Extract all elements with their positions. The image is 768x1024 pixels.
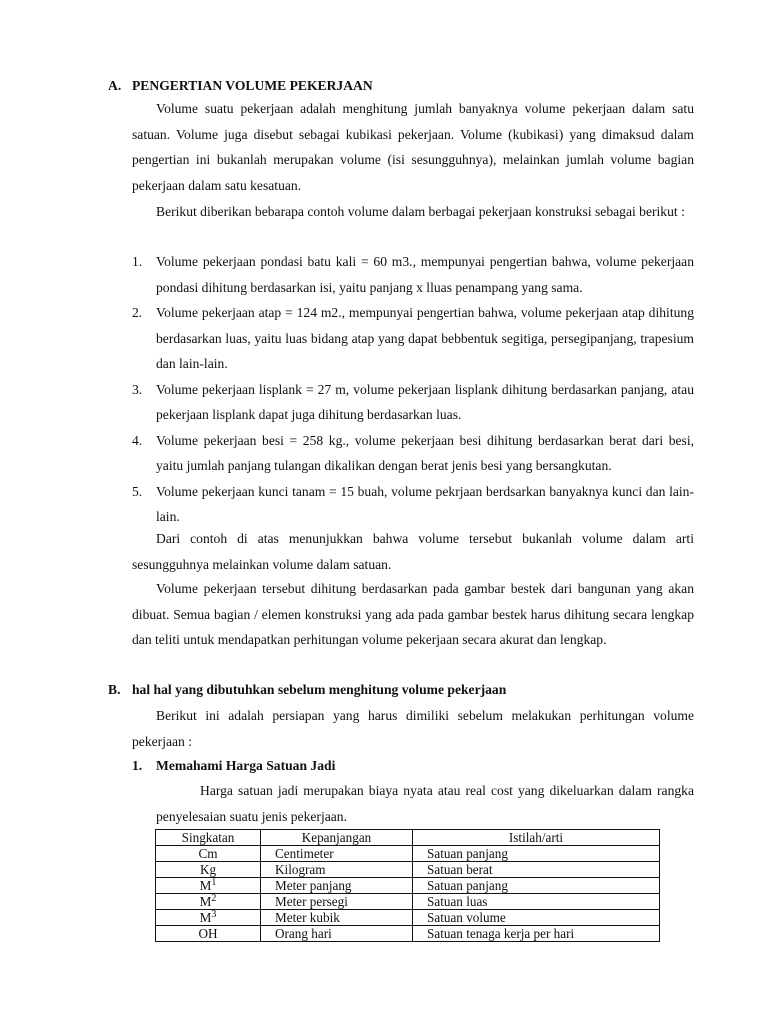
table-cell: [156, 846, 261, 862]
table-cell: Satuan panjang: [413, 846, 660, 862]
table-cell: Meter persegi: [261, 894, 413, 910]
list-item-text: Volume pekerjaan besi = 258 kg., volume pekerjaan besi dihitung berdasarkan berat dari besi, yaitu jumlah panjang tulangan dikalikan dengan berat jenis besi yang bersangkutan.: [156, 432, 694, 473]
list-item: [132, 300, 694, 377]
table-row: [156, 910, 660, 926]
abbr-superscript: 3: [211, 909, 217, 920]
section-a-heading: [108, 76, 373, 96]
subsection-1-title: Memahami Harga Satuan Jadi: [156, 758, 336, 773]
table-cell: [156, 926, 261, 942]
subsection-1-paragraph: Harga satuan jadi merupakan biaya nyata atau real cost yang dikeluarkan dalam rangka penyelesaian suatu jenis pekerjaan.: [156, 783, 694, 824]
list-item-text: Volume pekerjaan atap = 124 m2., mempunyai pengertian bahwa, volume pekerjaan atap dihitung berdasarkan luas, yaitu luas bidang atap yang dapat bebbentuk segitiga, persegipanjang, trapesium dan lain-lain.: [156, 305, 694, 371]
column-header: Singkatan: [156, 830, 261, 846]
example-list: [132, 249, 694, 530]
table-row: [156, 894, 660, 910]
table-cell: Satuan volume: [413, 910, 660, 926]
section-a-paragraph-3: Dari contoh di atas menunjukkan bahwa volume tersebut bukanlah volume dalam arti sesungguhnya melainkan volume dalam satuan.: [132, 531, 694, 572]
abbr-text: M: [199, 894, 212, 909]
table-cell: [156, 878, 261, 894]
list-item: [132, 249, 694, 300]
abbreviation-table: [155, 829, 660, 942]
table-cell: [156, 862, 261, 878]
table-header-row: [156, 830, 660, 846]
list-item-text: Volume pekerjaan pondasi batu kali = 60 m3., mempunyai pengertian bahwa, volume pekerjaan pondasi dihitung berdasarkan isi, yaitu panjang x lluas penampang yang sama.: [156, 254, 694, 295]
table-row: [156, 878, 660, 894]
column-header: Istilah/arti: [413, 830, 660, 846]
table-cell: Centimeter: [261, 846, 413, 862]
table-row: [156, 846, 660, 862]
table-cell: Kilogram: [261, 862, 413, 878]
table-cell: [156, 894, 261, 910]
list-item-text: Volume pekerjaan kunci tanam = 15 buah, volume pekrjaan berdsarkan banyaknya kunci dan lain-lain.: [156, 483, 694, 524]
table-cell: Satuan luas: [413, 894, 660, 910]
list-item: [132, 428, 694, 479]
table-row: [156, 862, 660, 878]
list-item-number: 2.: [132, 305, 143, 320]
section-b-paragraph-1: Berikut ini adalah persiapan yang harus dimiliki sebelum melakukan perhitungan volume pekerjaan :: [132, 708, 694, 749]
table-cell: Orang hari: [261, 926, 413, 942]
subsection-1-number: 1.: [132, 758, 143, 773]
table-cell: Meter kubik: [261, 910, 413, 926]
abbr-text: M: [199, 910, 212, 925]
abbr-superscript: 2: [211, 893, 217, 904]
section-b-title: hal hal yang dibutuhkan sebelum menghitung volume pekerjaan: [132, 682, 507, 697]
abbr-text: M: [199, 878, 212, 893]
section-a-paragraph-1: Volume suatu pekerjaan adalah menghitung jumlah banyaknya volume pekerjaan dalam satu satuan. Volume juga disebut sebagai kubikasi pekerjaan. Volume (kubikasi) yang dimaksud dalam pengertian ini bukanlah merupakan volume (isi sesungguhnya), melainkan jumlah volume bagian pekerjaan dalam satu kesatuan.: [132, 101, 694, 193]
list-item-text: Volume pekerjaan lisplank = 27 m, volume pekerjaan lisplank dihitung berdasarkan panjang, atau pekerjaan lisplank dapat juga dihitung berdasarkan luas.: [156, 381, 694, 422]
abbr-text: Cm: [198, 846, 218, 861]
table-cell: Satuan tenaga kerja per hari: [413, 926, 660, 942]
column-header: Kepanjangan: [261, 830, 413, 846]
section-a-paragraph-4: Volume pekerjaan tersebut dihitung berdasarkan pada gambar bestek dari bangunan yang akan dibuat. Semua bagian / elemen konstruksi yang ada pada gambar bestek harus dihitung secara lengkap dan teliti untuk mendapatkan perhitungan volume pekerjaan secara akurat dan lengkap.: [132, 581, 694, 647]
list-item: [132, 479, 694, 530]
table-cell: [156, 910, 261, 926]
table-cell: Meter panjang: [261, 878, 413, 894]
table-cell: Satuan panjang: [413, 878, 660, 894]
list-item-number: 3.: [132, 381, 143, 397]
list-item-number: 5.: [132, 483, 143, 499]
section-b-heading: [108, 680, 506, 700]
subsection-1-heading: [132, 756, 335, 776]
list-item: [132, 377, 694, 428]
abbr-text: OH: [198, 926, 218, 941]
list-item-number: 1.: [132, 254, 143, 269]
section-a-paragraph-2: Berikut diberikan bebarapa contoh volume dalam berbagai pekerjaan konstruksi sebagai berikut :: [156, 204, 685, 219]
abbr-superscript: 1: [211, 877, 217, 888]
table-row: [156, 926, 660, 942]
section-a-title: PENGERTIAN VOLUME PEKERJAAN: [132, 78, 373, 93]
section-b-letter: B.: [108, 682, 121, 697]
table-cell: Satuan berat: [413, 862, 660, 878]
section-a-letter: A.: [108, 78, 122, 93]
list-item-number: 4.: [132, 432, 143, 448]
abbr-text: Kg: [199, 862, 217, 877]
